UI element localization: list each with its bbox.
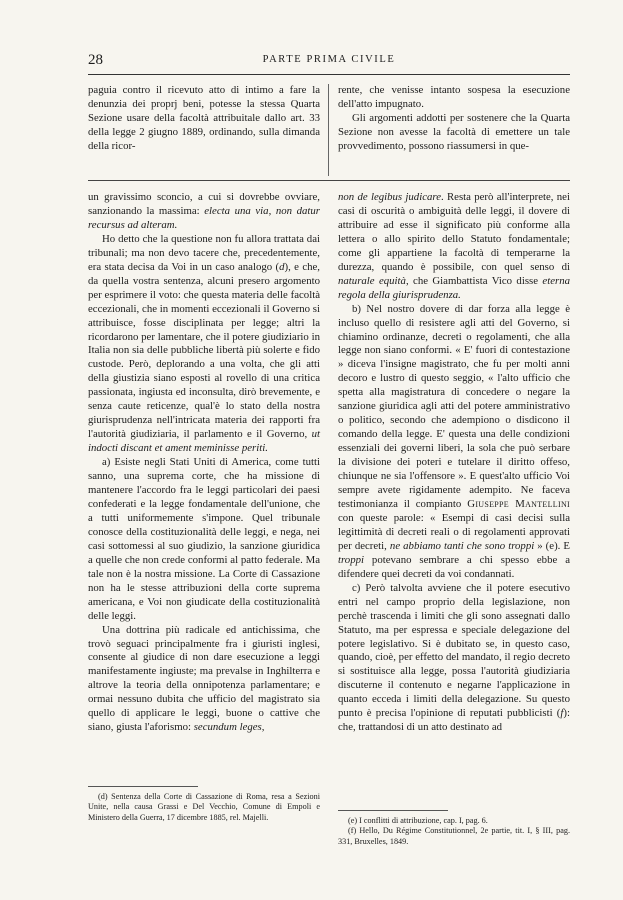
footnote-e: (e) I conflitti di attribuzione, cap. I, pag. 6. xyxy=(348,816,488,825)
left-paragraph-1: un gravissimo sconcio, a cui si dovrebbe ovviare, sanzionando la massima: electa una via, non datur recursus ad alteram. xyxy=(88,191,320,231)
page-number: 28 xyxy=(88,52,103,68)
running-head: PARTE PRIMA CIVILE xyxy=(262,54,396,65)
top-right-paragraph-1: rente, che venisse intanto sospesa la esecuzione dell'atto impugnato. xyxy=(338,84,570,110)
right-paragraph-2: b) Nel nostro dovere di dar forza alla legge è incluso quello di resistere agli atti del Governo, si chiamino ordinanze, decreti o regolamenti, che alla legge non siano conformi. « E' fuori di contestazione » diceva l'insigne magistrato, che fu per molti anni decoro e lustro di questo seggio, « l'alto ufficio che spetta alla magistratura di concedere o negare la sanzione giuridica agli atti del potere amministrativo o politico, secondo che adempiono o disdicono il comando della legge. E' questa una delle condizioni essenziali dei governi liberi, la sola che può serbare la divisione dei poteri e tutelare il diritto offeso, chiunque ne sia l'offensore ». E quest'alto ufficio Voi sempre avete rigidamente adempito. Ne faceva testimonianza il compianto Giuseppe Mantellini con queste parole: « Esempi di casi decisi sulla legittimità di decreti reali o di regolamenti approvati per decreti, ne abbiamo tanti che sono troppi » (e). E troppi potevano sembrare a chi spesso ebbe a difendere quei decreti da voi condannati. xyxy=(338,302,570,580)
footnotes-right xyxy=(338,816,570,847)
right-paragraph-3: c) Però talvolta avviene che il potere esecutivo entri nel campo proprio della legislazione, non perchè trascenda i limiti che gli sono assegnati dallo Statuto, ma per espressa e speciale delegazione del potere legislativo. Si è dubitato se, in questo caso, quando, cioè, per effetto del mandato, il regio decreto si sostituisce alla legge, possa l'autorità giudiziaria discuterne il contenuto e negarne l'applicazione in quanto ecceda i limiti della delegazione. Su questo punto è precisa l'opinione di reputati pubblicisti (f): che, trattandosi di un atto destinato ad xyxy=(338,581,570,734)
left-paragraph-2: Ho detto che la questione non fu allora trattata dai tribunali; ma non devo tacere che, precedentemente, era stata decisa da Voi in un caso analogo (d), e che, da quella vostra sentenza, alcuni presero argomento per esprimere il voto: che questa materia delle facoltà eccezionali, che in momenti eccezionali il Governo si attribuisce, fosse disciplinata per legge; altri la ricordarono per lamentare, che il potere giudiziario in Italia non sia delle pubbliche libertà più solerte e fido custode. Però, deplorando a una volta, che gli atti della giustizia siano esposti al rovello di una critica passionata, ingiusta ed inconsulta, dirò brevemente, e senza caute reticenze, qual'è lo stato della nostra giurisprudenza nell'intricata materia dei rapporti fra l'autorità giudiziaria, il parlamento e il Governo, ut indocti discant et ament meminisse periti. xyxy=(88,232,320,455)
top-right-column xyxy=(338,84,570,154)
footnote-f: (f) Hello, Du Régime Constitutionnel, 2e partie, tit. I, § III, pag. 331, Bruxelles, 1849. xyxy=(338,826,570,846)
top-right-paragraph-2: Gli argomenti addotti per sostenere che la Quarta Sezione non avesse la facoltà di emettere un tale provvedimento, possono riassumersi in que- xyxy=(338,111,570,152)
footnote-rule-right xyxy=(338,810,448,811)
left-paragraph-3: a) Esiste negli Stati Uniti di America, come tutti sanno, una suprema corte, che ha missione di mantenere l'accordo fra le leggi particolari dei paesi confederati e la legge fondamentale dell'unione, che a tutti uniformemente s'impone. Quel tribunale conosce della costituzionalità delle leggi, e nega, nei casi sottomessi al suo giudizio, la sanzione giuridica a quelle che non crede conformi al patto federale. Ma tale non è la nostra missione. La Corte di Cassazione non ha le stesse attribuzioni della corte suprema americana, e Voi non giudicate della costituzionalità delle leggi. xyxy=(88,456,320,622)
footnote-rule-left xyxy=(88,786,198,787)
left-paragraph-4: Una dottrina più radicale ed antichissima, che trovò seguaci principalmente fra i giuristi inglesi, consente al giudice di non dare esecuzione a leggi manifestamente ingiuste; ma prevalse in Inghilterra e altrove la teoria della onnipotenza parlamentare; e ormai nessuno dubita che ufficio del magistrato sia quello di applicare le leggi, buone o cattive che siano, giusta l'aforismo: secundum leges, xyxy=(88,623,320,734)
body-left-column xyxy=(88,191,320,735)
top-left-paragraph: paguia contro il ricevuto atto di intimo a fare la denunzia dei proprj beni, potesse la stessa Quarta Sezione usare della facoltà attribuitale dallo art. 33 della legge 2 giugno 1889, ordinando, sulla dimanda della ricor- xyxy=(88,84,320,152)
body-right-column xyxy=(338,191,570,735)
section-rule xyxy=(88,180,570,181)
footnotes-left xyxy=(88,792,320,823)
footnote-d: (d) Sentenza della Corte di Cassazione di Roma, resa a Sezioni Unite, nella causa Grassi e Del Vecchio, Comune di Empoli e Ministero della Guerra, 17 dicembre 1885, rel. Majelli. xyxy=(88,792,320,822)
column-divider xyxy=(328,84,329,176)
right-paragraph-1: non de legibus judicare. Resta però all'interprete, nei casi di oscurità o ambiguità delle leggi, il dovere di attribuire ad esse il significato più conforme alla lettera o allo spirito dello Statuto fondamentale; come gli appartiene la facoltà di temperarne la durezza, quando è possibile, con quel senso di naturale equità, che Giambattista Vico disse eterna regola della giurisprudenza. xyxy=(338,191,570,301)
page-header xyxy=(88,52,570,68)
header-rule xyxy=(88,74,570,75)
top-left-column xyxy=(88,84,320,154)
